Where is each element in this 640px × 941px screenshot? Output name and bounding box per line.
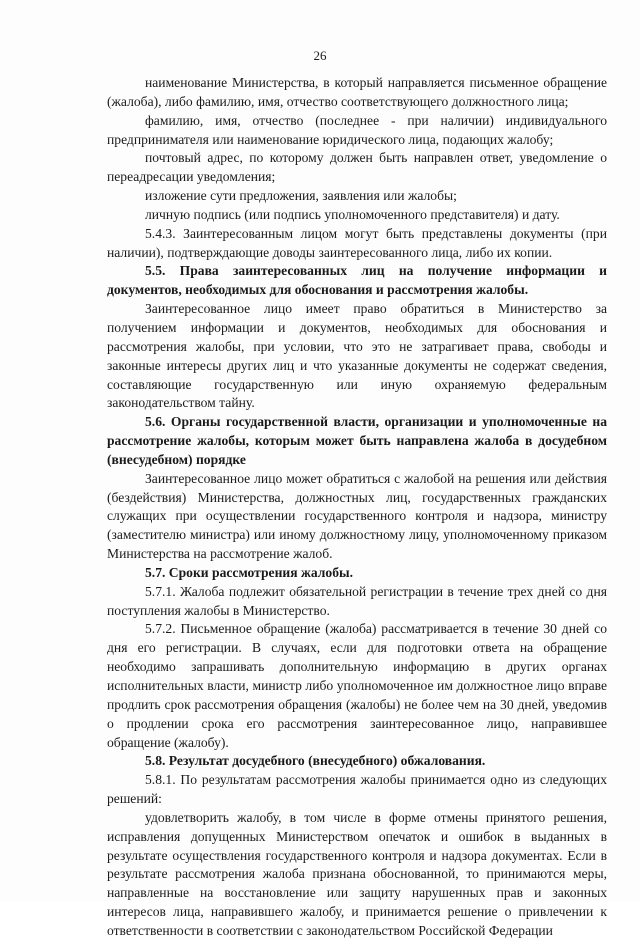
paragraph: Заинтересованное лицо может обратиться с жалобой на решения или действия (бездействия) Министерства, должностных лиц, государственных гражданских служащих при осуществлении государственного контроля и надзора, министру (заместителю министра) или иному должностному лицу, уполномоченному приказом Министерства на рассмотрение жалоб. bbox=[107, 470, 607, 562]
paragraph: наименование Министерства, в который направляется письменное обращение (жалоба), либо фамилию, имя, отчество соответствующего должностного лица; bbox=[107, 75, 607, 109]
section-heading: 5.8. Результат досудебного (внесудебного) обжалования. bbox=[145, 753, 486, 769]
paragraph: личную подпись (или подпись уполномоченного представителя) и дату. bbox=[145, 206, 560, 222]
section-heading: 5.7. Сроки рассмотрения жалобы. bbox=[145, 564, 354, 580]
paragraph: изложение сути предложения, заявления или жалобы; bbox=[145, 188, 457, 204]
paragraph: почтовый адрес, по которому должен быть направлен ответ, уведомление о переадресации уведомления; bbox=[107, 150, 607, 185]
document-body bbox=[107, 74, 607, 941]
paragraph: 5.7.1. Жалоба подлежит обязательной регистрации в течение трех дней со дня поступления жалобы в Министерство. bbox=[107, 583, 607, 618]
paragraph: удовлетворить жалобу, в том числе в форме отмены принятого решения, исправления допущенных Министерством опечаток и ошибок в выданных в результате осуществления государственного контроля и надзора документах. Если в результате рассмотрения жалоба признана обоснованной, то принимаются меры, направленные на восстановление или защиту нарушенных прав и законных интересов лица, направившего жалобу, и принимается решение о привлечении к ответственности в соответствии с законодательством Российской Федерации bbox=[107, 809, 607, 938]
paragraph: Заинтересованное лицо имеет право обратиться в Министерство за получением информации и документов, необходимых для обоснования и рассмотрения жалобы, при условии, что это не затрагивает права, свободы и законные интересы других лиц и что указанные документы не содержат сведения, составляющие государственную или иную охраняемую федеральным законодательством тайну. bbox=[107, 301, 607, 411]
paragraph: 5.4.3. Заинтересованным лицом могут быть представлены документы (при наличии), подтверждающие доводы заинтересованного лица, либо их копии. bbox=[107, 225, 607, 260]
paragraph: 5.7.2. Письменное обращение (жалоба) рассматривается в течение 30 дней со дня его регистрации. В случаях, если для подготовки ответа на обращение необходимо запрашивать дополнительную информацию в других органах исполнительных власти, министр либо уполномоченное им должностное лицо вправе продлить срок рассмотрения обращения (жалобы) не более чем на 30 дней, уведомив о продлении срока его рассмотрения заинтересованное лицо, направившее обращение (жалобу). bbox=[107, 621, 607, 750]
page-number: 26 bbox=[313, 48, 327, 63]
section-heading: 5.5. Права заинтересованных лиц на получение информации и документов, необходимых для обоснования и рассмотрения жалобы. bbox=[107, 263, 607, 298]
paragraph: 5.8.1. По результатам рассмотрения жалобы принимается одно из следующих решений: bbox=[107, 772, 607, 807]
section-heading: 5.6. Органы государственной власти, организации и уполномоченные на рассмотрение жалобы, которым может быть направлена жалоба в досудебном (внесудебном) порядке bbox=[107, 414, 607, 467]
paragraph: фамилию, имя, отчество (последнее - при наличии) индивидуального предпринимателя или наименование юридического лица, подающих жалобу; bbox=[107, 112, 607, 147]
